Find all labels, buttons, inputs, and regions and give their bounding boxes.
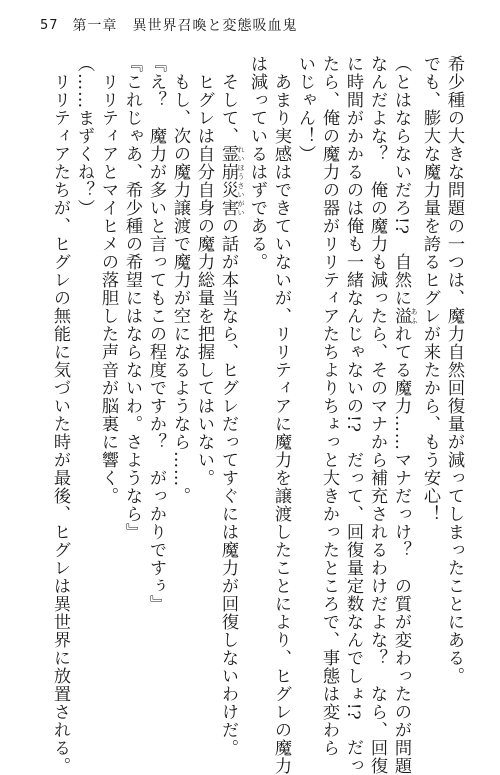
- text-line: 『これじゃあ、希少種の希望にはならないわ。さようなら』: [122, 55, 142, 541]
- text-line: 『え？ 魔力が多いと言ってもこの程度ですか？ がっかりですぅ』: [146, 55, 166, 613]
- running-header: [40, 14, 460, 36]
- chapter-title: 第一章 異世界召喚と変態吸血鬼: [72, 18, 298, 34]
- text-line: いじゃん！）: [295, 55, 315, 163]
- text-line: なんだよな？ 俺の魔力も減ったら、そのマナから補充されるわけだよな？ なら、回復: [367, 55, 387, 775]
- text-line: でも、膨大な魔力量を誇るヒグレが来たから、もう安心！: [420, 55, 440, 523]
- text-line: たら、俺の魔力の器がリリティアたちよりちょっと大きかったところで、事態は変わら: [319, 55, 339, 757]
- text-line: に時間がかかるのは俺も一緒なんじゃないの!? だって、回復量定数なんでしょ!? だっ: [343, 55, 363, 775]
- ruby-reihou: 霊崩災害 れいほうさいがい: [218, 145, 245, 217]
- ruby-afure: 溢 あふ: [391, 306, 418, 325]
- text-line: 希少種の大きな問題の一つは、魔力自然回復量が減ってしまったことにある。: [444, 55, 464, 685]
- text-line: ヒグレは自分自身の魔力総量を把握してはいない。: [194, 55, 214, 487]
- text-line: あまり実感はできていないが、リリティアに魔力を譲渡したことにより、ヒグレの魔力: [271, 55, 291, 775]
- vertical-text-body: [28, 55, 466, 775]
- text-line: リリティアたちが、ヒグレの無能に気づいた時が最後、ヒグレは異世界に放置される。: [50, 55, 70, 775]
- text-line: もし、次の魔力譲渡で魔力が空になるようなら……。: [170, 55, 190, 505]
- text-line: は減っているはずである。: [247, 55, 267, 271]
- text-line: そして、霊崩災害 れいほうさいがいの話が本当なら、ヒグレだってすぐには魔力が回復しないわけだ。: [218, 55, 245, 757]
- page-number: 57: [40, 17, 59, 33]
- text-line: （……まずくね？）: [74, 55, 94, 217]
- text-line: （とはならないだろ!? 自然に溢 あふれてる魔力……マナだっけ？ の質が変わったのが問題: [391, 55, 418, 775]
- text-line: リリティアとマイヒメの落胆した声音が脳裏に響く。: [98, 55, 118, 505]
